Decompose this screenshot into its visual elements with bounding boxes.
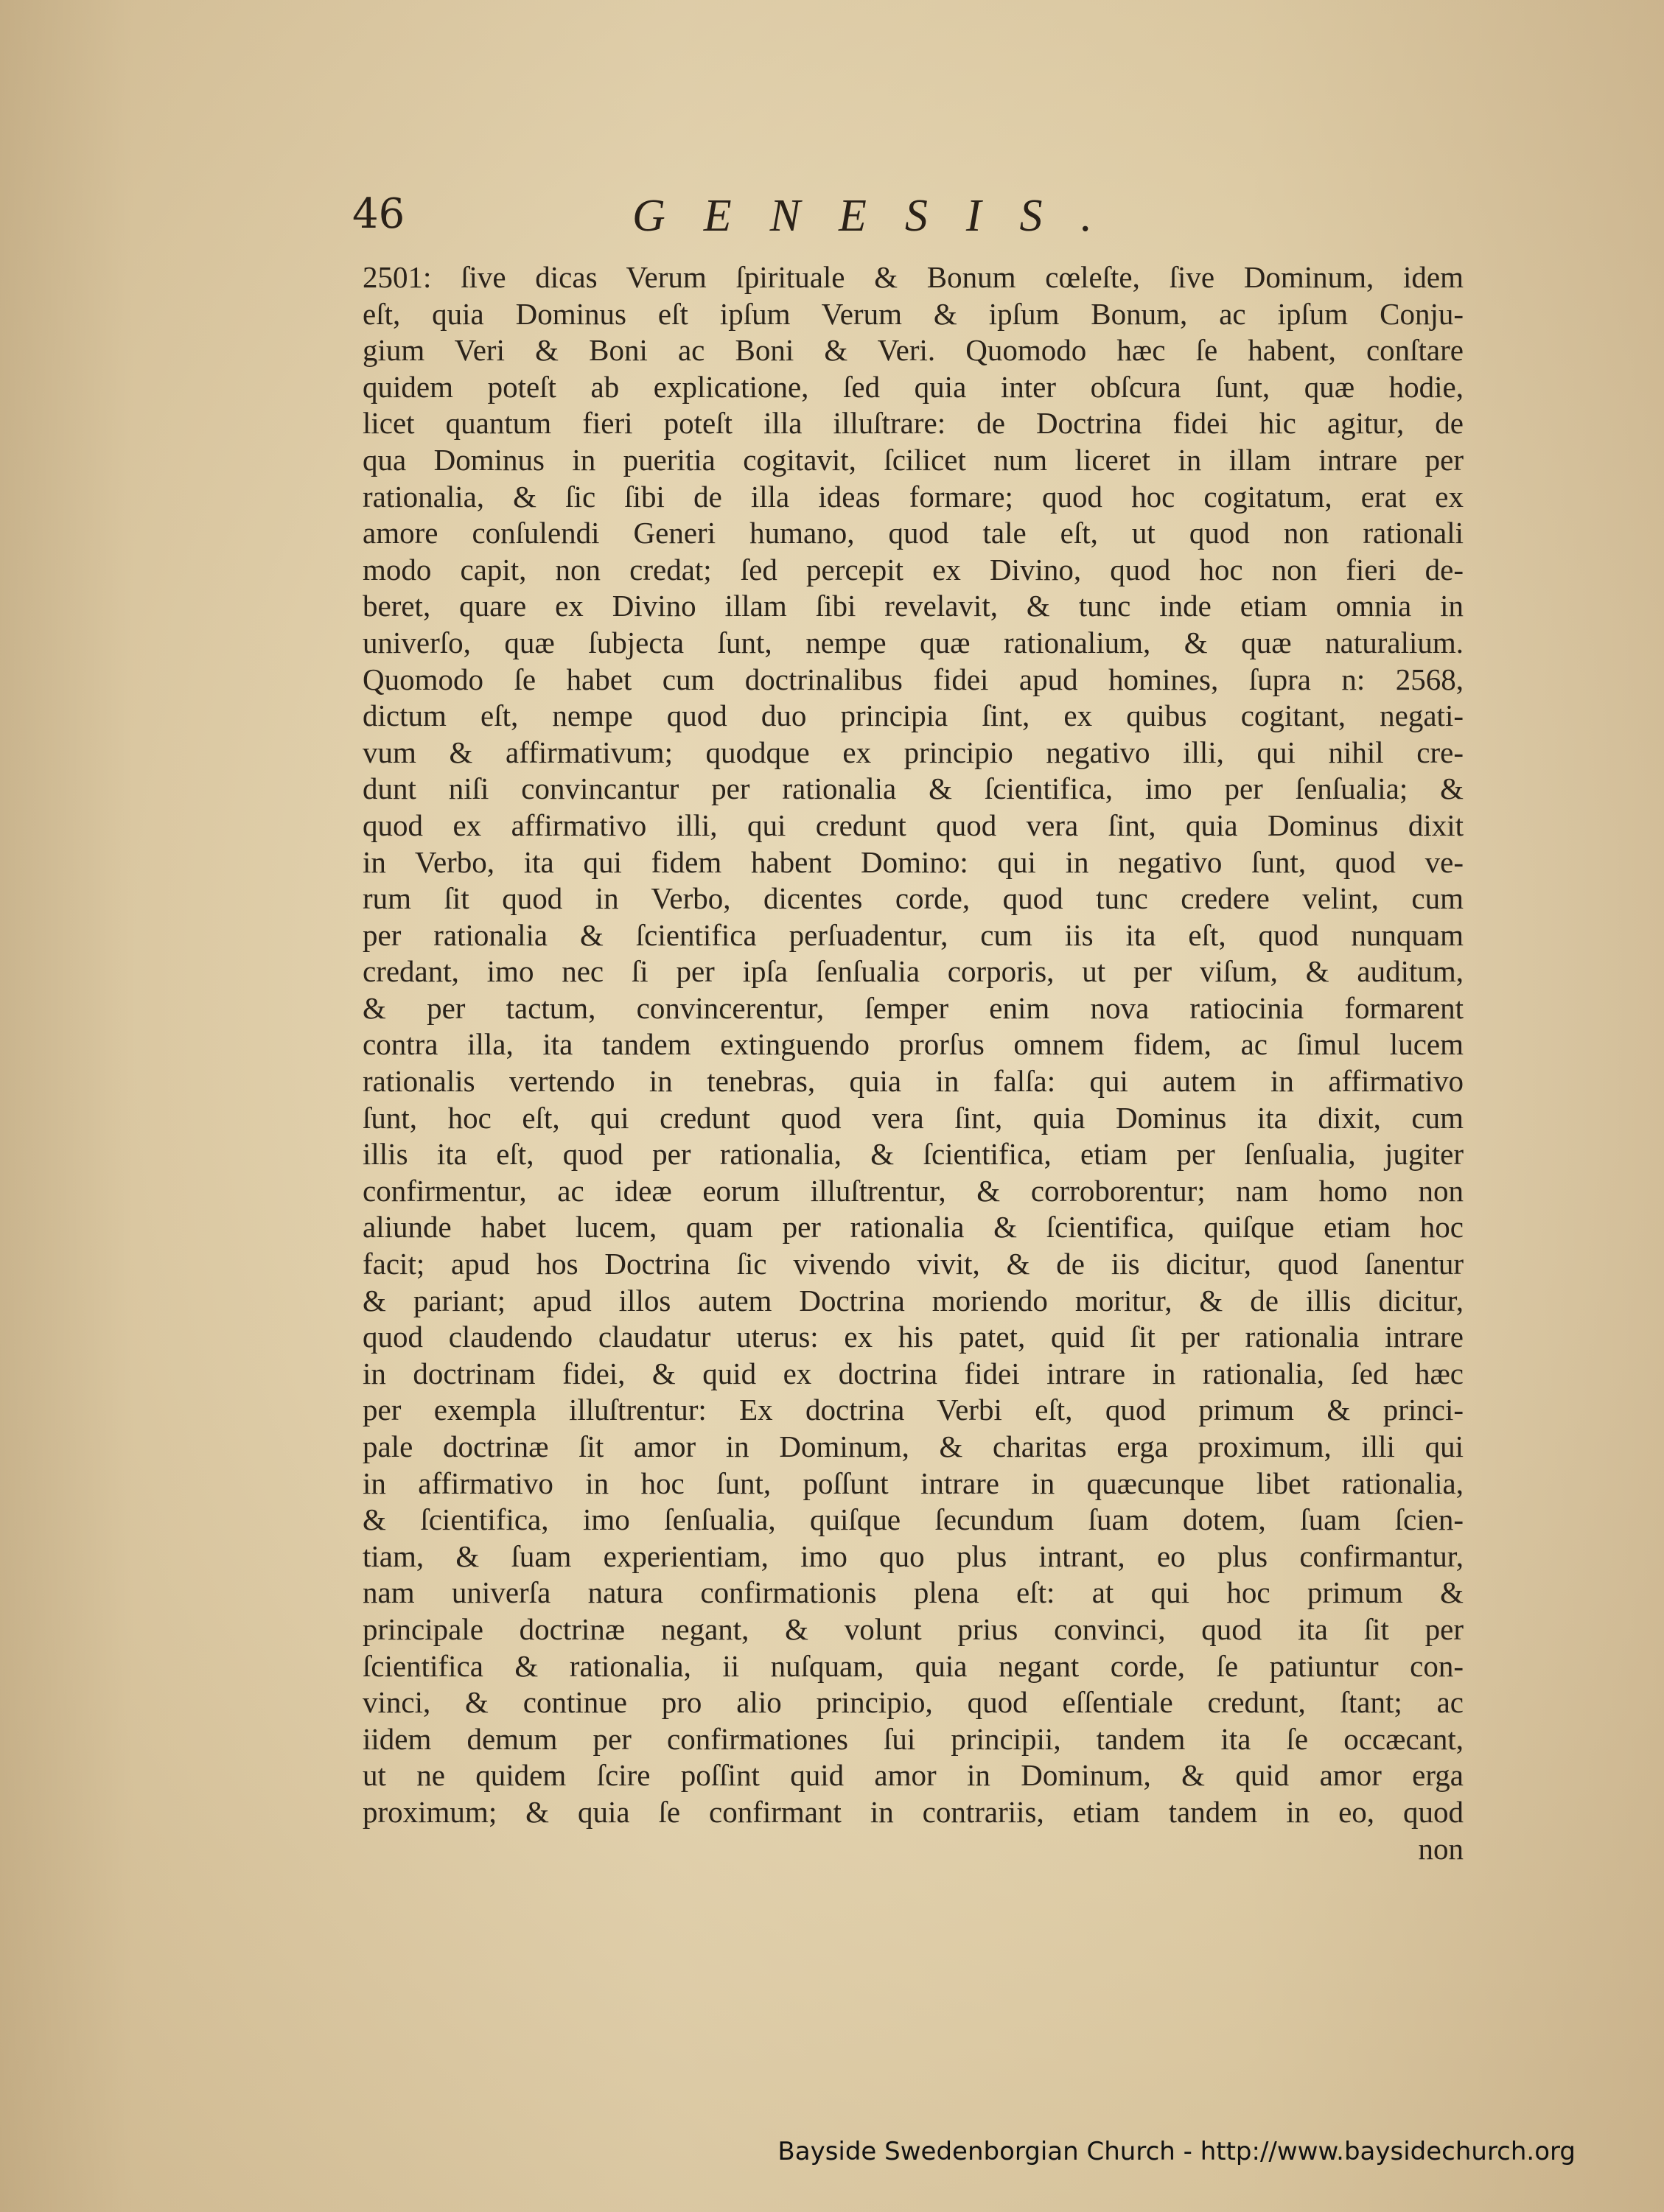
text-line: per exempla illuſtrentur: Ex doctrina Verbi eſt, quod primum & princi- (363, 1393, 1464, 1427)
text-line: vum & affirmativum; quodque ex principio negativo illi, qui nihil cre- (363, 735, 1464, 769)
text-line: confirmentur, ac ideæ eorum illuſtrentur, & corroborentur; nam homo non (363, 1173, 1464, 1208)
text-line: contra illa, ita tandem extinguendo prorſus omnem fidem, ac ſimul lucem (363, 1027, 1464, 1062)
text-line: in doctrinam fidei, & quid ex doctrina fidei intrare in rationalia, ſed hæc (363, 1356, 1464, 1390)
text-line: proximum; & quia ſe confirmant in contrariis, etiam tandem in eo, quod (363, 1794, 1464, 1829)
text-line: rationalia, & ſic ſibi de illa ideas formare; quod hoc cogitatum, erat ex (363, 479, 1464, 514)
text-line: nam univerſa natura confirmationis plena eſt: at qui hoc primum & (363, 1575, 1464, 1610)
text-line: per rationalia & ſcientifica perſuadentur, cum iis ita eſt, quod nunquam (363, 917, 1464, 952)
page-number: 46 (352, 190, 405, 238)
text-line: quod claudendo claudatur uterus: ex his patet, quid ſit per rationalia intrare (363, 1320, 1464, 1354)
text-line: univerſo, quæ ſubjecta ſunt, nempe quæ rationalium, & quæ naturalium. (363, 625, 1464, 659)
text-line: gium Veri & Boni ac Boni & Veri. Quomodo hæc ſe habent, conſtare (363, 333, 1464, 368)
text-line: aliunde habet lucem, quam per rationalia & ſcientifica, quiſque etiam hoc (363, 1210, 1464, 1245)
text-line: dictum eſt, nempe quod duo principia ſint, ex quibus cogitant, negati- (363, 699, 1464, 733)
text-line: tiam, & ſuam experientiam, imo quo plus intrant, eo plus confirmantur, (363, 1539, 1464, 1573)
text-line: illis ita eſt, quod per rationalia, & ſcientifica, etiam per ſenſualia, jugiter (363, 1137, 1464, 1172)
running-title: GENESIS. (632, 191, 1131, 241)
text-line: iidem demum per confirmationes ſui principii, tandem ita ſe occæcant, (363, 1721, 1464, 1756)
text-line: vinci, & continue pro alio principio, quod eſſentiale credunt, ſtant; ac (363, 1685, 1464, 1720)
text-line: eſt, quia Dominus eſt ipſum Verum & ipſum Bonum, ac ipſum Conju- (363, 296, 1464, 331)
watermark-caption: Bayside Swedenborgian Church - http://www.baysidechurch.org (777, 2137, 1576, 2166)
text-line: quidem poteſt ab explicatione, ſed quia inter obſcura ſunt, quæ hodie, (363, 369, 1464, 404)
text-line: Quomodo ſe habet cum doctrinalibus fidei apud homines, ſupra n: 2568, (363, 662, 1464, 696)
text-line: facit; apud hos Doctrina ſic vivendo vivit, & de iis dicitur, quod ſanentur (363, 1247, 1464, 1281)
text-line: & pariant; apud illos autem Doctrina moriendo moritur, & de illis dicitur, (363, 1283, 1464, 1317)
text-line: amore conſulendi Generi humano, quod tale eſt, ut quod non rationali (363, 516, 1464, 550)
text-line: ut ne quidem ſcire poſſint quid amor in Dominum, & quid amor erga (363, 1758, 1464, 1793)
text-line: rum ſit quod in Verbo, dicentes corde, quod tunc credere velint, cum (363, 881, 1464, 916)
text-line: credant, imo nec ſi per ipſa ſenſualia corporis, ut per viſum, & auditum, (363, 954, 1464, 989)
body-text (363, 259, 1464, 1867)
text-line: rationalis vertendo in tenebras, quia in falſa: qui autem in affirmativo (363, 1064, 1464, 1099)
text-line: ſcientifica & rationalia, ii nuſquam, quia negant corde, ſe patiuntur con- (363, 1648, 1464, 1683)
text-line: quod ex affirmativo illi, qui credunt quod vera ſint, quia Dominus dixit (363, 808, 1464, 842)
text-line: principale doctrinæ negant, & volunt prius convinci, quod ita ſit per (363, 1611, 1464, 1646)
text-line: licet quantum fieri poteſt illa illuſtrare: de Doctrina fidei hic agitur, de (363, 406, 1464, 441)
text-line: & ſcientifica, imo ſenſualia, quiſque ſecundum ſuam dotem, ſuam ſcien- (363, 1502, 1464, 1537)
text-line: pale doctrinæ ſit amor in Dominum, & charitas erga proximum, illi qui (363, 1429, 1464, 1463)
page-header (352, 190, 1458, 249)
text-line: ſunt, hoc eſt, qui credunt quod vera ſint, quia Dominus ita dixit, cum (363, 1100, 1464, 1135)
text-line: & per tactum, convincerentur, ſemper enim nova ratiocinia formarent (363, 990, 1464, 1025)
text-line: modo capit, non credat; ſed percepit ex Divino, quod hoc non fieri de- (363, 552, 1464, 587)
text-line: qua Dominus in pueritia cogitavit, ſcilicet num liceret in illam intrare per (363, 442, 1464, 477)
text-line: in affirmativo in hoc ſunt, poſſunt intrare in quæcunque libet rationalia, (363, 1466, 1464, 1500)
catchword: non (1418, 1831, 1464, 1866)
text-line: in Verbo, ita qui fidem habent Domino: qui in negativo ſunt, quod ve- (363, 844, 1464, 879)
text-line: 2501: ſive dicas Verum ſpirituale & Bonum cœleſte, ſive Dominum, idem (363, 260, 1464, 294)
text-line: dunt niſi convincantur per rationalia & ſcientifica, imo per ſenſualia; & (363, 771, 1464, 806)
text-line: beret, quare ex Divino illam ſibi revelavit, & tunc inde etiam omnia in (363, 589, 1464, 623)
